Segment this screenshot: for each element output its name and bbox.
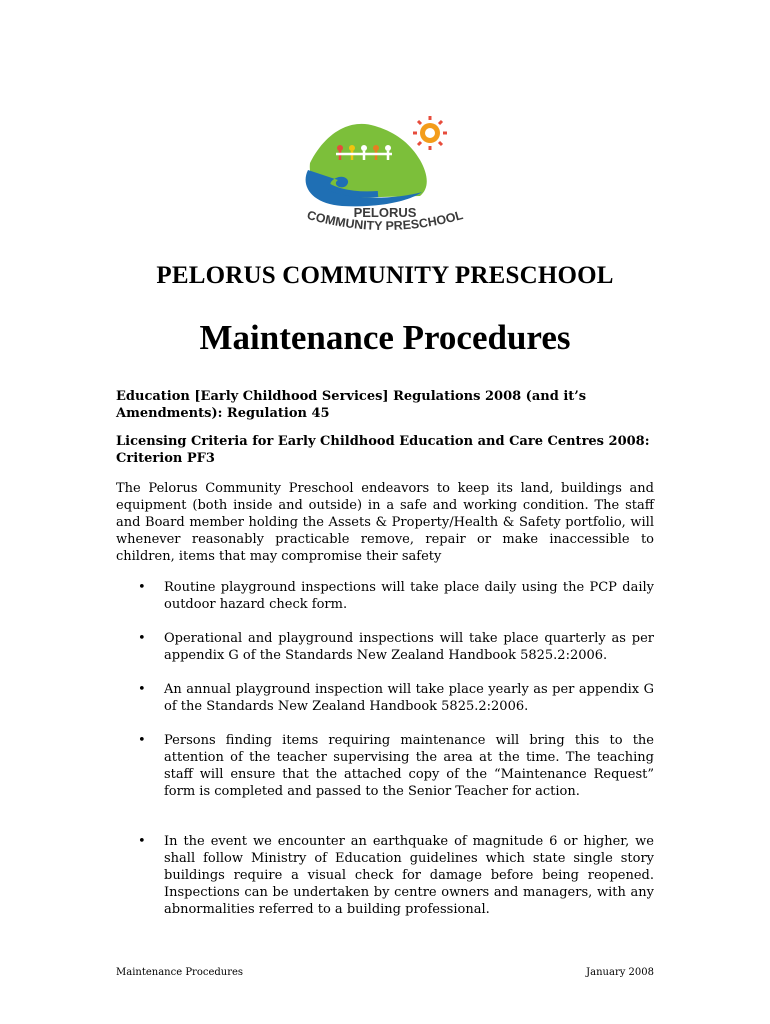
preschool-logo [280,108,490,240]
intro-paragraph: The Pelorus Community Preschool endeavors to keep its land, buildings and equipment (both inside and outside) in a safe and working condition. The staff and Board member holding the Assets & Property/Health & Safety portfolio, will whenever reasonably practicable remove, repair or make inaccessible to children, items that may compromise their safety [116,481,654,564]
list-item [116,630,654,664]
bullet-icon: • [138,733,146,748]
list-item-text: An annual playground inspection will take place yearly as per appendix G of the Standards New Zealand Handbook 5825.2:2006. [164,682,654,714]
logo-text-line2: COMMUNITY PRESCHOOL [305,208,465,234]
list-item-text: Operational and playground inspections will take place quarterly as per appendix G of the Standards New Zealand Handbook 5825.2:2006. [164,631,654,663]
document-body [116,388,654,935]
organization-title: PELORUS COMMUNITY PRESCHOOL [156,262,614,289]
footer-title: Maintenance Procedures [116,967,244,978]
regulation-reference: Education [Early Childhood Services] Regulations 2008 (and it’s Amendments): Regulation 45 [116,389,587,421]
bullet-icon: • [138,682,146,697]
bullet-icon: • [138,834,146,849]
bullet-icon: • [138,631,146,646]
list-item [116,579,654,613]
document-title: Maintenance Procedures [199,318,571,357]
list-item-text: Routine playground inspections will take place daily using the PCP daily outdoor hazard check form. [164,580,654,612]
logo-text-line1: PELORUS [353,205,417,220]
licensing-criteria-reference: Licensing Criteria for Early Childhood Education and Care Centres 2008: Criterion PF3 [116,434,650,466]
list-item-text: In the event we encounter an earthquake of magnitude 6 or higher, we shall follow Ministry of Education guidelines which state single story buildings require a visual check for damage before being reopened. Inspections can be undertaken by centre owners and managers, with any abnormalities referred to a building professional. [164,834,654,917]
list-item [116,833,654,918]
page-footer [116,967,654,978]
list-item-text: Persons finding items requiring maintenance will bring this to the attention of the teacher supervising the area at the time. The teaching staff will ensure that the attached copy of the “Maintenance Request” form is completed and passed to the Senior Teacher for action. [164,733,654,799]
bullet-icon: • [138,580,146,595]
list-item [116,681,654,715]
list-item [116,732,654,800]
procedure-list [116,579,654,918]
footer-date: January 2008 [586,967,654,978]
